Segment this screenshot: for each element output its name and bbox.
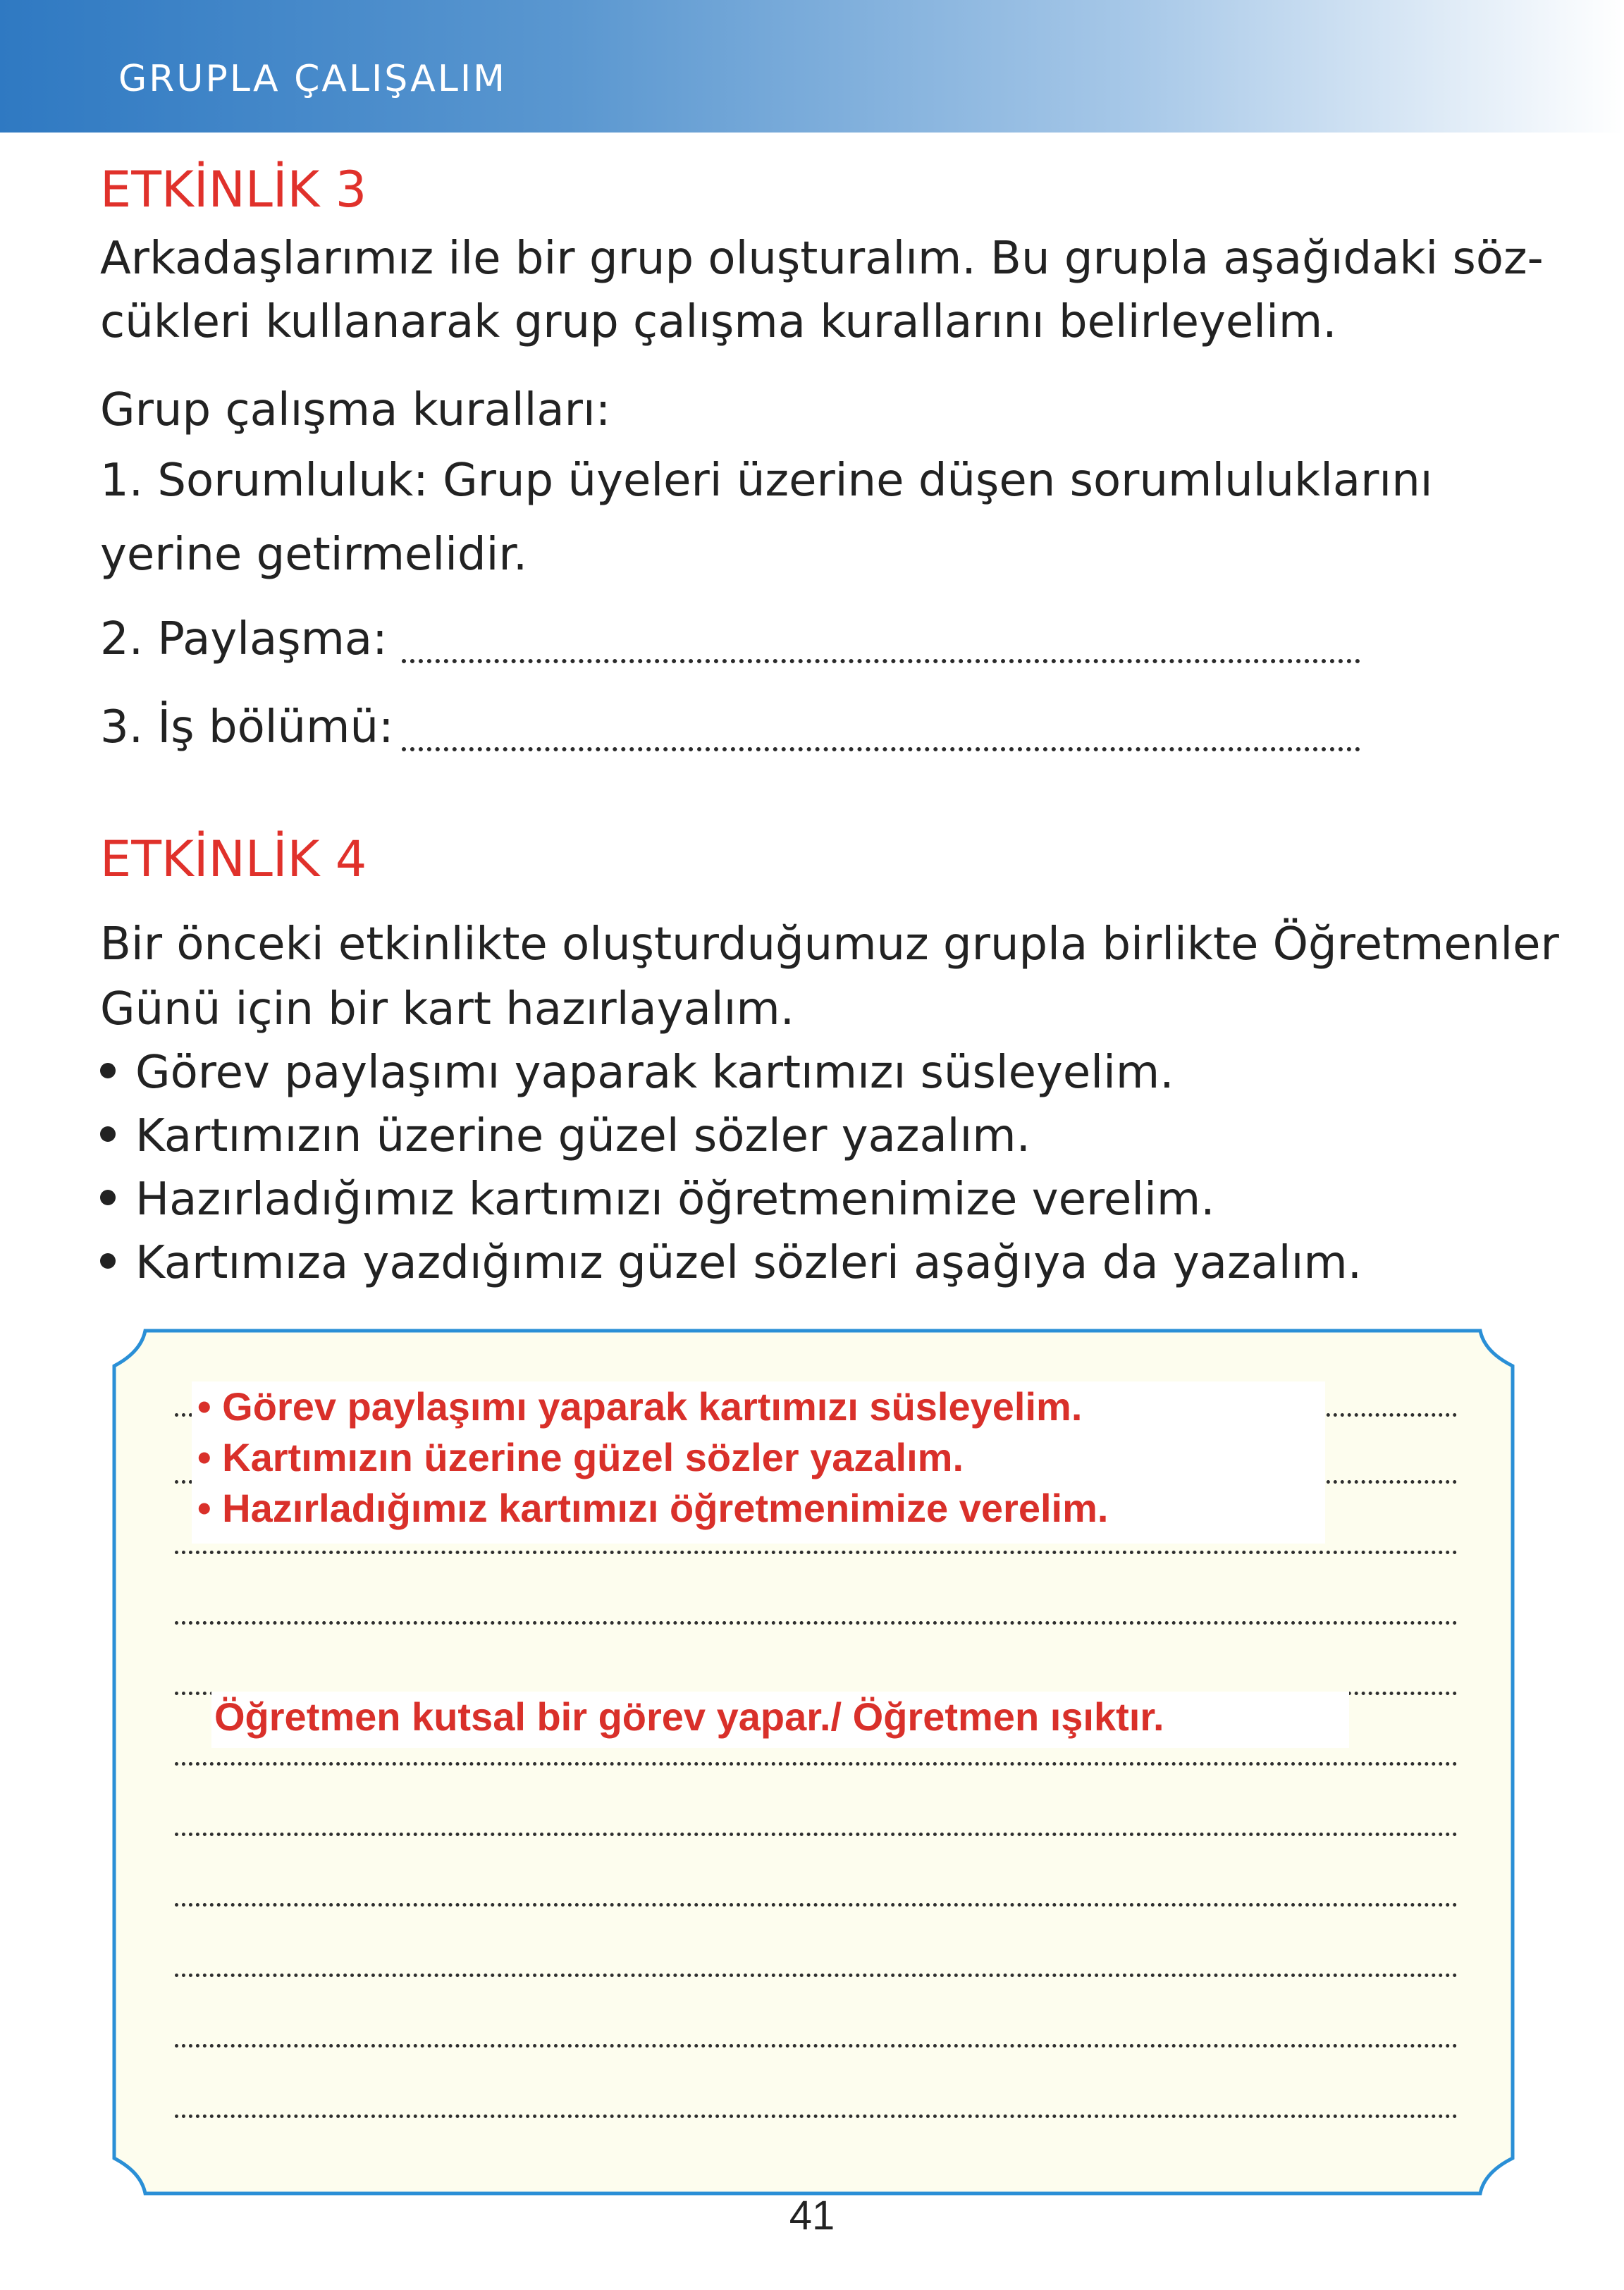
rules-heading: Grup çalışma kuralları:	[100, 384, 611, 436]
activity-3-intro-line-1: Arkadaşlarımız ile bir grup oluşturalım. Bu grupla aşağıdaki söz-	[100, 233, 1544, 285]
activity-4-intro-line-2: Günü için bir kart hazırlayalım.	[100, 983, 795, 1035]
activity-4-intro-line-1: Bir önceki etkinlikte oluşturduğumuz grupla birlikte Öğretmenler	[100, 918, 1559, 971]
activity-3-intro-line-2: cükleri kullanarak grup çalışma kurallarını belirleyelim.	[100, 296, 1337, 348]
bullet-1-text: Görev paylaşımı yaparak kartımızı süsleyelim.	[135, 1047, 1174, 1099]
card-answer-line-3: • Hazırladığımız kartımızı öğretmenimize verelim.	[197, 1486, 1109, 1530]
rule-1-line-2: yerine getirmelidir.	[100, 529, 528, 581]
rule-1-line-1: 1. Sorumluluk: Grup üyeleri üzerine düşen sorumluluklarını	[100, 455, 1433, 507]
bullet-3-text: Hazırladığımız kartımızı öğretmenimize verelim.	[135, 1174, 1215, 1226]
page-number: 41	[789, 2193, 835, 2239]
writing-line[interactable]	[175, 2044, 1458, 2048]
writing-line[interactable]	[175, 1974, 1458, 1977]
writing-line[interactable]	[175, 2114, 1458, 2118]
writing-line[interactable]	[175, 1903, 1458, 1907]
rule-2-label: 2. Paylaşma:	[100, 613, 388, 665]
writing-line[interactable]	[175, 1833, 1458, 1836]
writing-line[interactable]	[175, 1762, 1458, 1766]
writing-line[interactable]	[175, 1621, 1458, 1625]
card-answer-line-2: • Kartımızın üzerine güzel sözler yazalım.	[197, 1435, 964, 1479]
activity-3-title: ETKİNLİK 3	[100, 161, 367, 218]
rule-3-label: 3. İş bölümü:	[100, 701, 394, 753]
section-header-title: GRUPLA ÇALIŞALIM	[118, 58, 508, 100]
card-answer-box	[192, 1381, 1325, 1544]
writing-line[interactable]	[175, 1551, 1458, 1554]
activity-4-title: ETKİNLİK 4	[100, 830, 367, 888]
card-answer-line-1: • Görev paylaşımı yaparak kartımızı süsleyelim.	[197, 1384, 1083, 1429]
bullet-2-text: Kartımızın üzerine güzel sözler yazalım.	[135, 1110, 1031, 1162]
card-quote: Öğretmen kutsal bir görev yapar./ Öğretmen ışıktır.	[211, 1692, 1349, 1748]
bullet-4-text: Kartımıza yazdığımız güzel sözleri aşağıya da yazalım.	[135, 1237, 1362, 1289]
